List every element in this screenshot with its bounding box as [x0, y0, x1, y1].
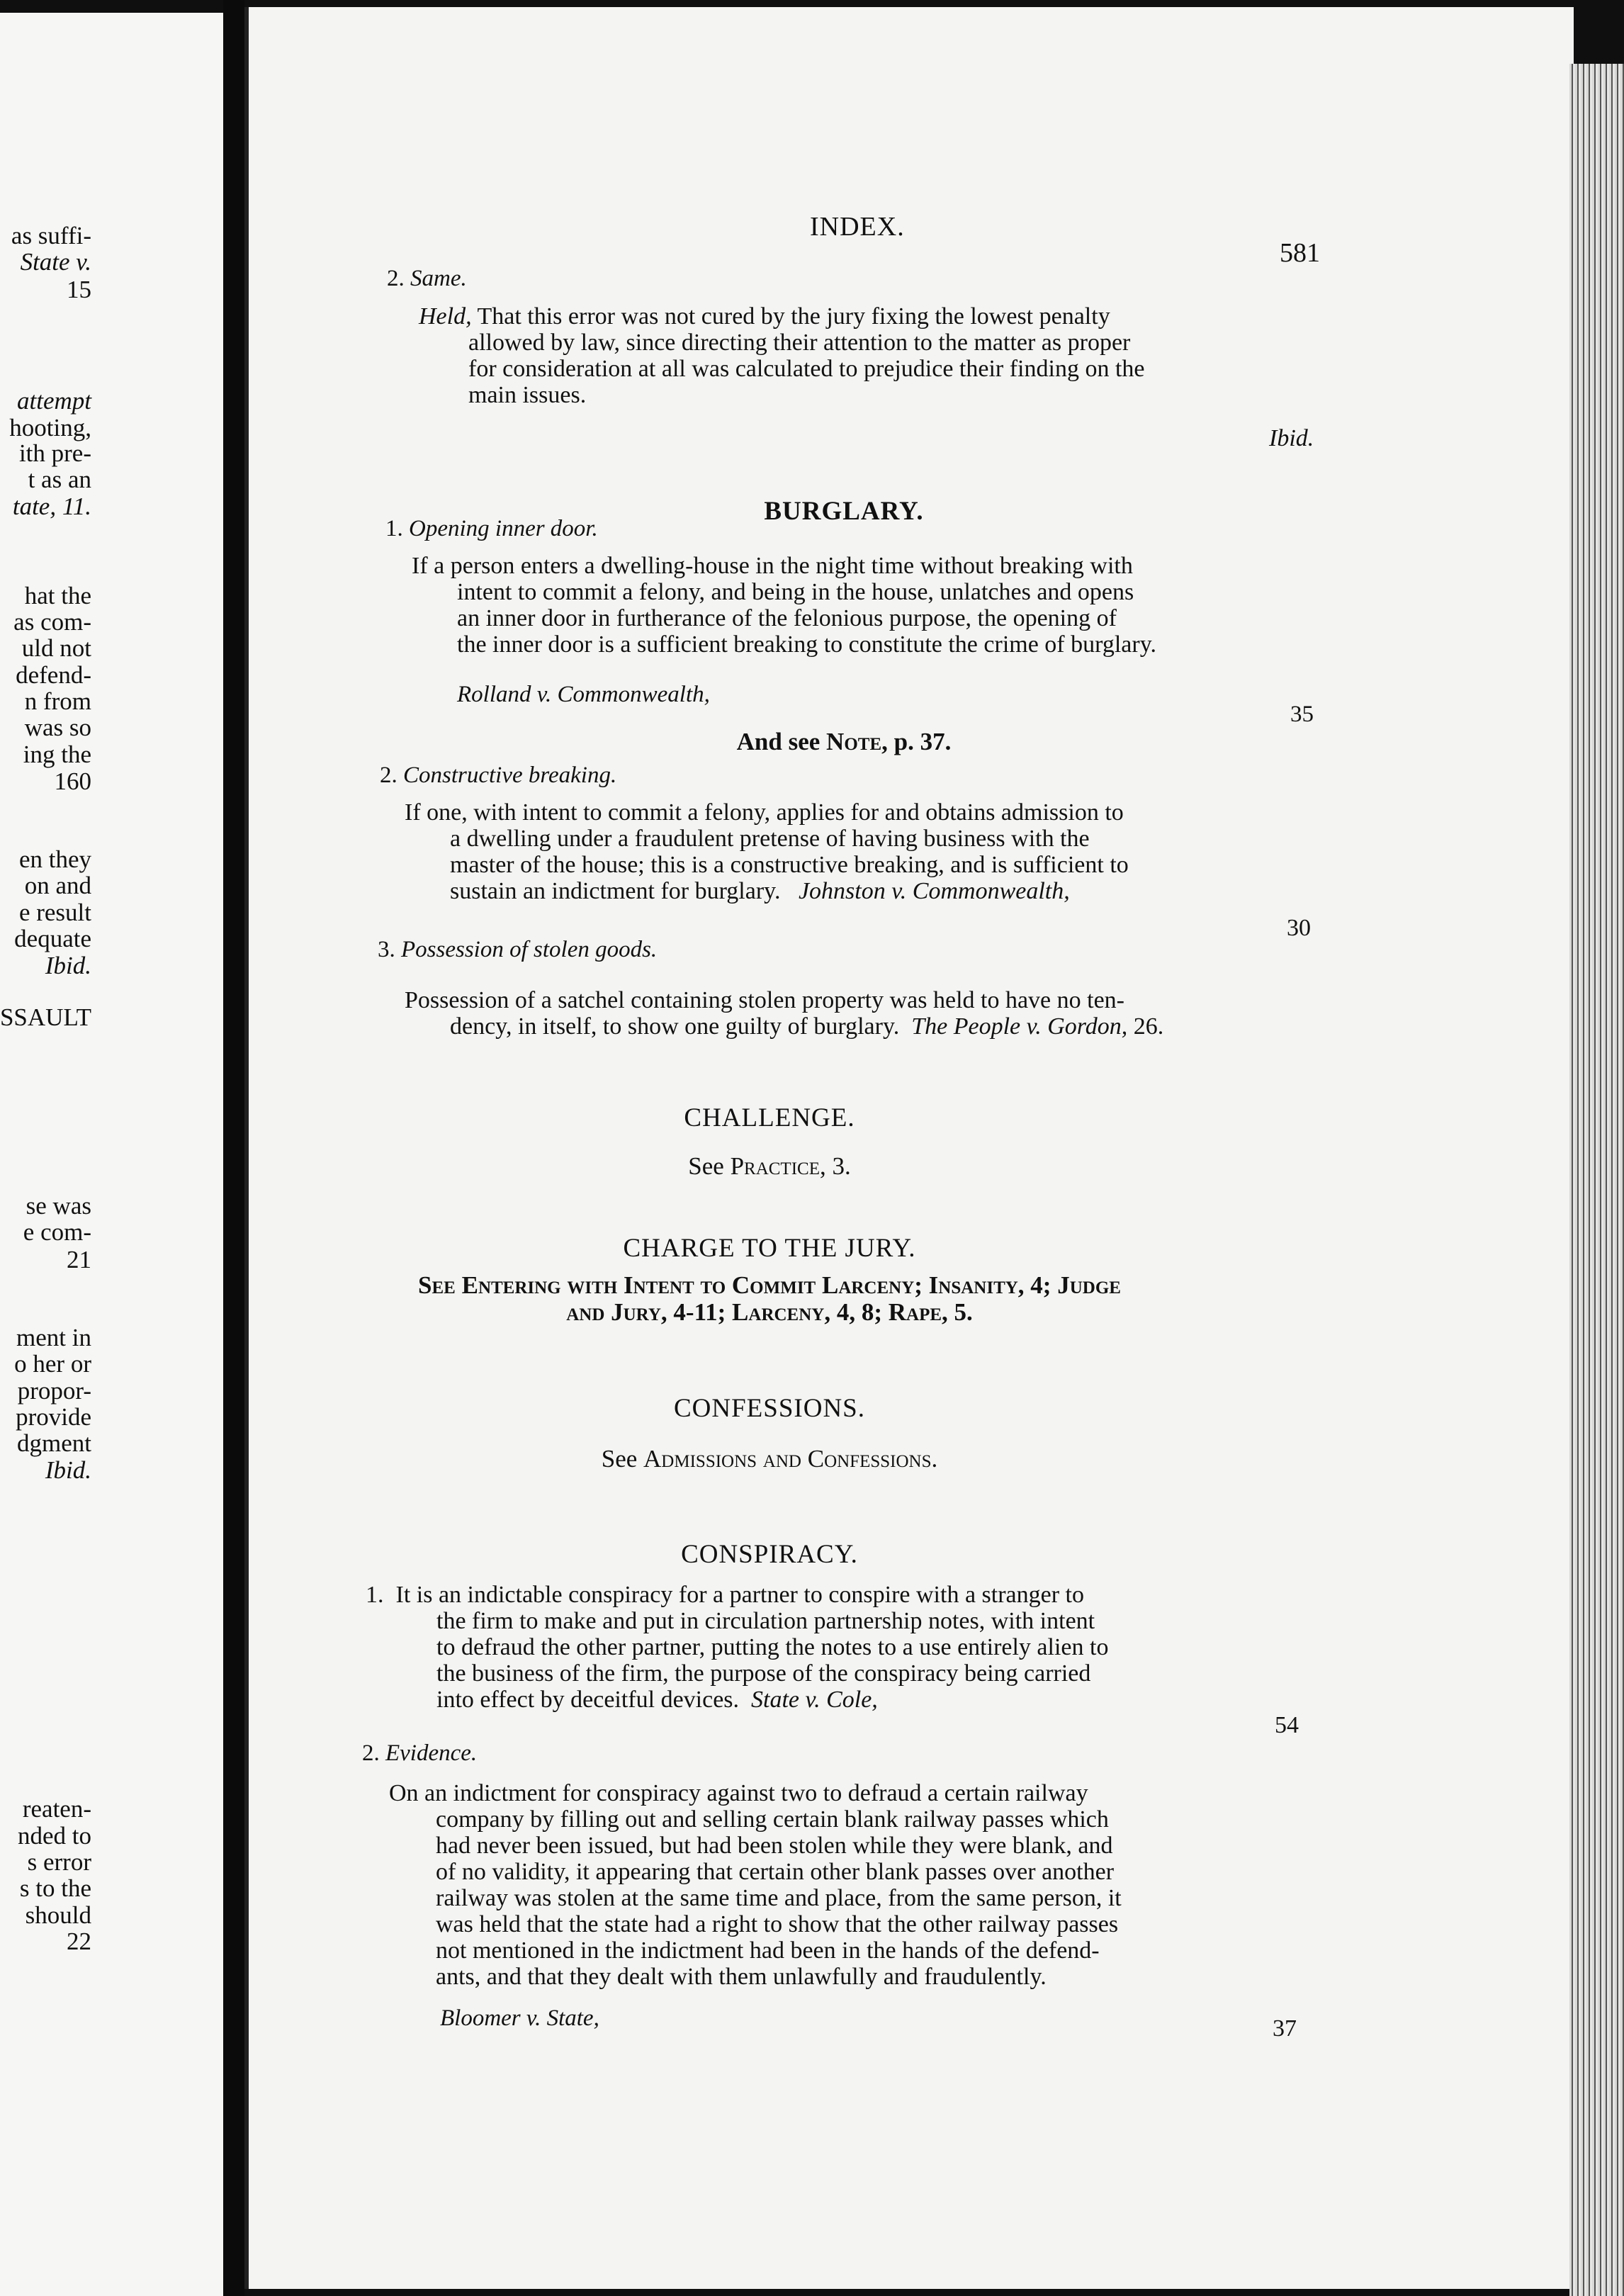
entry-line: the inner door is a sufficient breaking to constitute the crime of burglary. [457, 631, 1156, 658]
citation: Bloomer v. State, [440, 2005, 599, 2031]
section-heading-charge-to-jury: CHARGE TO THE JURY. [623, 1234, 916, 1263]
section-heading-confessions: CONFESSIONS. [673, 1394, 866, 1423]
entry-body [366, 1582, 1108, 1713]
left-page-fragment: dgment [17, 1429, 91, 1457]
entry-line: On an indictment for conspiracy against two to defraud a certain railway [389, 1780, 1088, 1806]
entry-line: an inner door in furtherance of the felonious purpose, the opening of [457, 605, 1117, 631]
left-page-fragment: e com- [23, 1218, 91, 1246]
entry-line: not mentioned in the indictment had been in the hands of the defend- [436, 1937, 1100, 1964]
left-page-fragment: se was [26, 1192, 91, 1220]
citation-page: 37 [1273, 2015, 1297, 2042]
left-page-fragment: on and [24, 872, 91, 899]
left-page-fragment: n from [24, 687, 91, 715]
left-page-fragment: tate, 11. [12, 493, 91, 520]
left-page-fragment: as com- [13, 608, 91, 636]
left-page-fragment: dequate [14, 925, 91, 952]
left-page-fragment: SSAULT [0, 1003, 91, 1031]
section-heading-burglary: BURGLARY. [764, 497, 924, 526]
left-page-fragment: uld not [21, 634, 91, 662]
entry-reference: Ibid. [1269, 425, 1314, 451]
left-page-fragment: was so [24, 714, 91, 741]
entry-line: a dwelling under a fraudulent pretense of having business with the [450, 826, 1090, 852]
entry-subject: 1. Opening inner door. [385, 516, 598, 541]
entry-line: sustain an indictment for burglary. Johnston v. Commonwealth, [450, 878, 1070, 904]
entry-line: to defraud the other partner, putting the notes to a use entirely alien to [436, 1634, 1109, 1660]
page-edges [1569, 64, 1624, 2296]
entry-subject: 2. Evidence. [362, 1740, 478, 1766]
entry-subject: 2. Same. [387, 266, 467, 291]
entry-line: was held that the state had a right to show that the other railway passes [436, 1911, 1119, 1937]
left-page-fragment: s error [27, 1848, 91, 1876]
entry-body [419, 303, 1340, 408]
entry-body [405, 799, 1129, 904]
entry-line: ants, and that they dealt with them unlawfully and fraudulently. [436, 1964, 1047, 1990]
left-page-fragment: e result [18, 899, 91, 926]
left-page-fragment: attempt [17, 387, 91, 415]
index-page [244, 7, 1574, 2289]
entry-line: main issues. [468, 382, 587, 408]
left-facing-page [0, 13, 223, 2296]
left-page-fragment: 21 [67, 1246, 91, 1273]
entry-line: had never been issued, but had been stolen while they were blank, and [436, 1833, 1113, 1859]
left-page-fragment: ith pre- [18, 439, 91, 467]
entry-line: the business of the firm, the purpose of the conspiracy being carried [436, 1660, 1091, 1687]
page-number: 581 [1280, 238, 1320, 268]
left-page-fragment: t as an [28, 466, 91, 493]
see-also-note: And see Note, p. 37. [736, 728, 952, 755]
entry-subject: 3. Possession of stolen goods. [378, 937, 658, 962]
entry-line: company by filling out and selling certain blank railway passes which [436, 1806, 1109, 1833]
left-page-fragment: Ibid. [45, 952, 91, 979]
entry-line: into effect by deceitful devices. State v. Cole, [436, 1687, 878, 1713]
section-heading-conspiracy: CONSPIRACY. [681, 1540, 858, 1569]
see-line: and Jury, 4-11; Larceny, 4, 8; Rape, 5. [566, 1298, 973, 1326]
entry-body [389, 1780, 1122, 1990]
left-page-fragment: as suffi- [11, 222, 91, 249]
see-reference [249, 1272, 1290, 1326]
entry-line: the firm to make and put in circulation partnership notes, with intent [436, 1608, 1095, 1634]
entry-line: railway was stolen at the same time and place, from the same person, it [436, 1885, 1122, 1911]
entry-line: of no validity, it appearing that certain other blank passes over another [436, 1859, 1115, 1885]
left-page-fragment: s to the [19, 1874, 91, 1902]
citation-page: 30 [1287, 915, 1311, 941]
left-page-fragment: nded to [17, 1822, 91, 1850]
left-page-fragment: State v. [20, 248, 91, 276]
citation-page: 54 [1275, 1712, 1299, 1738]
citation-page: 35 [1290, 702, 1314, 727]
left-page-fragment: should [25, 1901, 91, 1929]
entry-line: 1. It is an indictable conspiracy for a partner to conspire with a stranger to [366, 1582, 1084, 1608]
entry-line: allowed by law, since directing their attention to the matter as proper [468, 330, 1131, 356]
entry-line: If a person enters a dwelling-house in the night time without breaking with [412, 553, 1133, 579]
entry-line: for consideration at all was calculated to prejudice their finding on the [468, 356, 1145, 382]
running-header: INDEX. [810, 212, 905, 242]
entry-line: dency, in itself, to show one guilty of burglary. The People v. Gordon, 26. [450, 1013, 1164, 1040]
left-page-fragment: o her or [14, 1350, 91, 1378]
entry-line: intent to commit a felony, and being in the house, unlatches and opens [457, 579, 1134, 605]
entry-subject: 2. Constructive breaking. [380, 762, 617, 788]
left-page-fragment: propor- [17, 1377, 91, 1405]
left-page-fragment: Ibid. [45, 1456, 91, 1484]
book-spine [223, 0, 244, 2296]
see-line: See Entering with Intent to Commit Larceny; Insanity, 4; Judge [418, 1271, 1121, 1299]
entry-line: Held, That this error was not cured by the jury fixing the lowest penalty [419, 303, 1110, 330]
left-page-fragment: en they [18, 845, 91, 873]
left-page-fragment: defend- [16, 661, 91, 689]
see-reference: See Practice, 3. [688, 1152, 851, 1180]
section-heading-challenge: CHALLENGE. [684, 1103, 855, 1132]
entry-line: Possession of a satchel containing stolen property was held to have no ten- [405, 987, 1124, 1013]
left-page-fragment: 22 [67, 1928, 91, 1955]
citation: Rolland v. Commonwealth, [457, 682, 710, 707]
left-page-fragment: reaten- [22, 1795, 91, 1823]
left-page-fragment: provide [16, 1403, 91, 1431]
entry-body [405, 987, 1163, 1040]
entry-body [412, 553, 1156, 658]
entry-line: master of the house; this is a constructive breaking, and is sufficient to [450, 852, 1129, 878]
see-reference: See Admissions and Confessions. [601, 1445, 938, 1473]
entry-line: If one, with intent to commit a felony, applies for and obtains admission to [405, 799, 1124, 826]
left-page-fragment: 15 [67, 276, 91, 303]
left-page-fragment: hat the [24, 582, 91, 609]
left-page-fragment: hooting, [9, 414, 91, 441]
left-page-fragment: 160 [54, 767, 91, 795]
left-page-fragment: ing the [23, 741, 91, 768]
left-page-fragment: ment in [16, 1324, 91, 1351]
